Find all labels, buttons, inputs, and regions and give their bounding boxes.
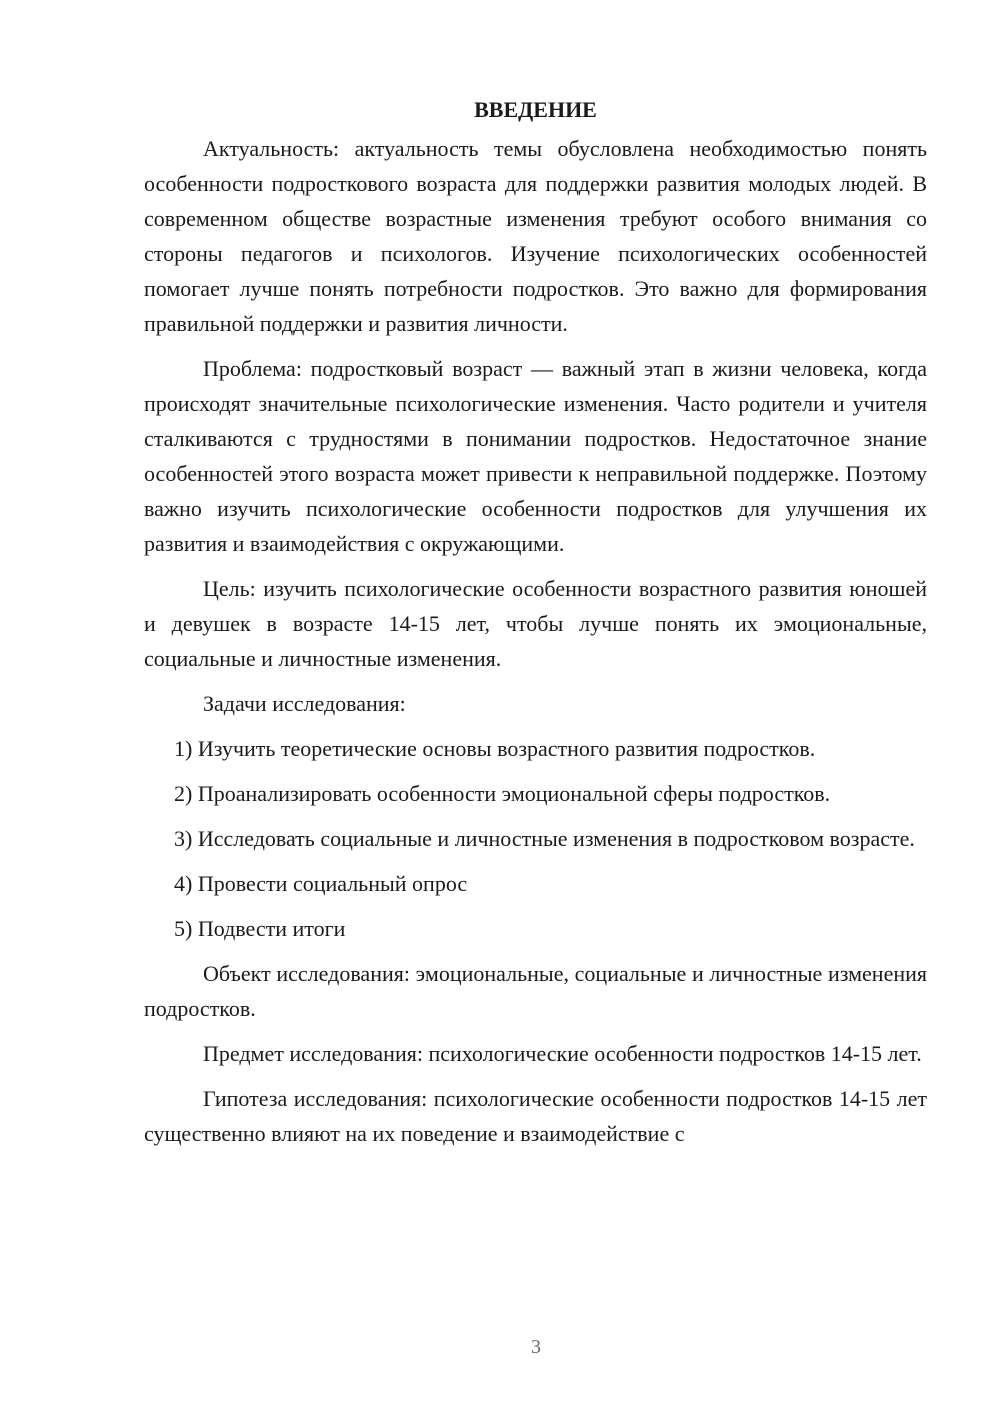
page-title: ВВЕДЕНИЕ — [474, 97, 597, 122]
task-item-3: 3) Исследовать социальные и личностные изменения в подростковом возрасте. — [174, 826, 915, 851]
hypothesis-paragraph: Гипотеза исследования: психологические особенности подростков 14-15 лет существенно влияют на их поведение и взаимодействие с — [144, 1086, 927, 1146]
task-item-5: 5) Подвести итоги — [174, 916, 346, 941]
page-number: 3 — [531, 1336, 541, 1358]
problem-paragraph: Проблема: подростковый возраст — важный этап в жизни человека, когда происходят значительные психологические изменения. Часто родители и учителя сталкиваются с трудностями в понимании подростков. Недостаточное знание особенностей этого возраста может привести к неправильной поддержке. Поэтому важно изучить психологические особенности подростков для улучшения их развития и взаимодействия с окружающими. — [144, 356, 927, 556]
task-item-2: 2) Проанализировать особенности эмоциональной сферы подростков. — [174, 781, 831, 806]
task-item-4: 4) Провести социальный опрос — [174, 871, 468, 896]
goal-paragraph: Цель: изучить психологические особенности возрастного развития юношей и девушек в возрасте 14-15 лет, чтобы лучше понять их эмоциональные, социальные и личностные изменения. — [144, 576, 927, 671]
relevance-paragraph: Актуальность: актуальность темы обусловлена необходимостью понять особенности подросткового возраста для поддержки развития молодых людей. В современном обществе возрастные изменения требуют особого внимания со стороны педагогов и психологов. Изучение психологических особенностей помогает лучше понять потребности подростков. Это важно для формирования правильной поддержки и развития личности. — [144, 136, 927, 336]
object-paragraph: Объект исследования: эмоциональные, социальные и личностные изменения подростков. — [144, 961, 927, 1021]
tasks-title: Задачи исследования: — [203, 691, 406, 716]
subject-paragraph: Предмет исследования: психологические особенности подростков 14-15 лет. — [203, 1041, 922, 1066]
document-page — [144, 92, 927, 1161]
task-item-1: 1) Изучить теоретические основы возрастного развития подростков. — [174, 736, 816, 761]
